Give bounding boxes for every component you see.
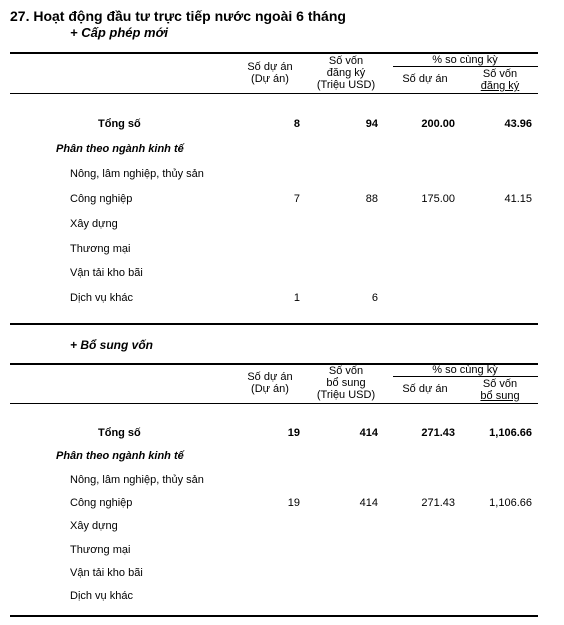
row-capital: 88 [365,193,378,205]
group-label: Phân theo ngành kinh tế [56,143,184,155]
header-capital: Số vốn đăng ký (Triệu USD) [316,55,376,91]
row-capital: 414 [359,497,378,509]
row-pct-capital: 41.15 [504,193,532,205]
row-pct-capital: 1,106.66 [489,497,532,509]
header-cmp-projects: Số dự án [402,73,448,85]
row-projects: 1 [293,292,300,304]
row2-total-label: Tổng số [98,427,141,439]
row-pct-projects: 271.43 [421,497,455,509]
section-heading-new-licenses: + Cấp phép mới [70,25,168,40]
row-total-pct-capital: 43.96 [504,118,532,130]
row-label: Công nghiệp [70,193,133,205]
page-title: 27. Hoạt động đầu tư trực tiếp nước ngoài 6 tháng [10,8,346,24]
header2-compare: % so cùng kỳ [432,364,498,376]
header2-compare-rule [393,376,538,377]
row-label: Vận tải kho bãi [70,567,143,579]
row-label: Xây dựng [70,218,118,230]
row-label: Thương mại [70,243,131,255]
row-pct-projects: 175.00 [421,193,455,205]
header-compare-rule [393,66,538,67]
header-compare: % so cùng kỳ [432,54,498,66]
row2-total-pct-projects: 271.43 [421,427,455,439]
header2-cmp-projects: Số dự án [402,383,448,395]
row2-total-projects: 19 [287,427,300,439]
row-projects: 19 [287,497,300,509]
section1-bottom-rule [10,323,538,325]
row-label: Dịch vụ khác [70,292,133,304]
row-label: Nông, lâm nghiệp, thủy sản [70,168,204,180]
header2-bottom-rule [10,403,538,404]
group2-label: Phân theo ngành kinh tế [56,450,184,462]
row-label: Nông, lâm nghiệp, thủy sản [70,474,204,486]
section2-bottom-rule [10,615,538,617]
row-total-projects: 8 [293,118,300,130]
row-total-pct-projects: 200.00 [421,118,455,130]
row-label: Dịch vụ khác [70,590,133,602]
header2-capital: Số vốn bổ sung (Triệu USD) [316,365,376,401]
row2-total-capital: 414 [359,427,378,439]
header-projects: Số dự án (Dự án) [247,61,293,85]
row-label: Xây dựng [70,520,118,532]
row-label: Vận tải kho bãi [70,267,143,279]
row-label: Thương mại [70,544,131,556]
header2-cmp-capital: Số vốn bổ sung [480,378,520,402]
row2-total-pct-capital: 1,106.66 [489,427,532,439]
row-capital: 6 [371,292,378,304]
header-bottom-rule [10,93,538,94]
header-cmp-capital: Số vốn đăng ký [480,68,520,92]
row-total-label: Tổng số [98,118,141,130]
section-heading-capital-increase: + Bổ sung vốn [70,338,154,352]
row-total-capital: 94 [365,118,378,130]
header2-projects: Số dự án (Dự án) [247,371,293,395]
row-projects: 7 [293,193,300,205]
row-label: Công nghiệp [70,497,133,509]
